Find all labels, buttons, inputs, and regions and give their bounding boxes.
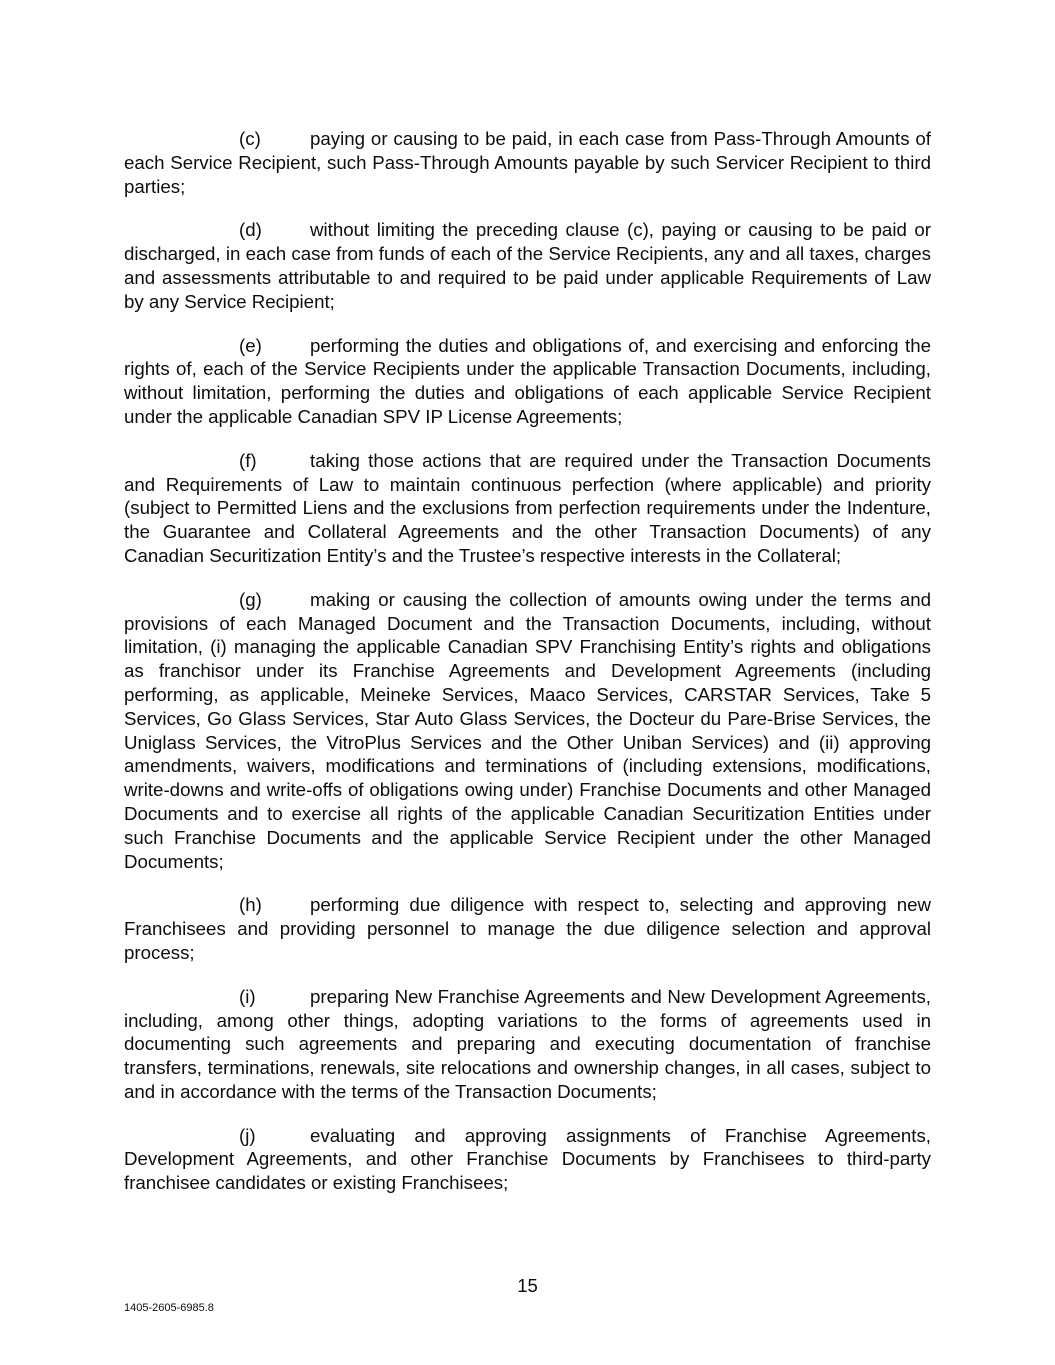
page-number: 15 xyxy=(517,1275,538,1296)
clause-label: (d) xyxy=(239,219,262,241)
clause-paragraph-d xyxy=(124,218,931,313)
clause-text: making or causing the collection of amounts owing under the terms and provisions of each Managed Document and the Transaction Documents, including, without limitation, (i) managing the applicable Canadian SPV Franchising Entity’s rights and obligations as franchisor under its Franchise Agreements and Development Agreements (including performing, as applicable, Meineke Services, Maaco Services, CARSTAR Services, Take 5 Services, Go Glass Services, Star Auto Glass Services, the Docteur du Pare-Brise Services, the Uniglass Services, the VitroPlus Services and the Other Uniban Services) and (ii) approving amendments, waivers, modifications and terminations of (including extensions, modifications, write-downs and write-offs of obligations owing under) Franchise Documents and other Managed Documents and to exercise all rights of the applicable Canadian Securitization Entities under such Franchise Documents and the applicable Service Recipient under the other Managed Documents; xyxy=(124,588,931,872)
clause-label: (e) xyxy=(239,334,262,356)
clause-label: (c) xyxy=(239,128,261,149)
clause-label: (h) xyxy=(239,894,262,916)
clause-paragraph-j xyxy=(124,1124,931,1195)
clause-paragraph-i xyxy=(124,985,931,1104)
clause-paragraph-e xyxy=(124,334,931,429)
clause-text: performing due diligence with respect to, selecting and approving new Franchisees and providing personnel to manage the due diligence selection and approval process; xyxy=(124,894,931,963)
document-id-footer: 1405-2605-6985.8 xyxy=(124,1302,214,1314)
clause-paragraph-f xyxy=(124,449,931,568)
clause-text: paying or causing to be paid, in each case from Pass-Through Amounts of each Service Recipient, such Pass-Through Amounts payable by such Servicer Recipient to third parties; xyxy=(124,128,931,197)
clause-text: preparing New Franchise Agreements and New Development Agreements, including, among other things, adopting variations to the forms of agreements used in documenting such agreements and preparing and executing documentation of franchise transfers, terminations, renewals, site relocations and ownership changes, in all cases, subject to and in accordance with the terms of the Transaction Documents; xyxy=(124,985,931,1102)
document-body xyxy=(124,127,931,1215)
clause-text: without limiting the preceding clause (c), paying or causing to be paid or discharged, in each case from funds of each of the Service Recipients, any and all taxes, charges and assessments attributable to and required to be paid under applicable Requirements of Law by any Service Recipient; xyxy=(124,219,931,312)
clause-label: (i) xyxy=(239,985,256,1007)
clause-text: evaluating and approving assignments of Franchise Agreements, Development Agreements, and other Franchise Documents by Franchisees to third-party franchisee candidates or existing Franchisees; xyxy=(124,1124,931,1194)
clause-label: (f) xyxy=(239,449,257,471)
clause-label: (j) xyxy=(239,1124,256,1146)
clause-paragraph-h xyxy=(124,893,931,964)
clause-paragraph-c xyxy=(124,127,931,198)
clause-text: taking those actions that are required under the Transaction Documents and Requirements of Law to maintain continuous perfection (where applicable) and priority (subject to Permitted Liens and the exclusions from perfection requirements under the Indenture, the Guarantee and Collateral Agreements and the other Transaction Documents) of any Canadian Securitization Entity’s and the Trustee’s respective interests in the Collateral; xyxy=(124,449,931,566)
clause-label: (g) xyxy=(239,588,262,610)
clause-text: performing the duties and obligations of, and exercising and enforcing the rights of, each of the Service Recipients under the applicable Transaction Documents, including, without limitation, performing the duties and obligations of each applicable Service Recipient under the applicable Canadian SPV IP License Agreements; xyxy=(124,334,931,427)
clause-paragraph-g xyxy=(124,588,931,874)
